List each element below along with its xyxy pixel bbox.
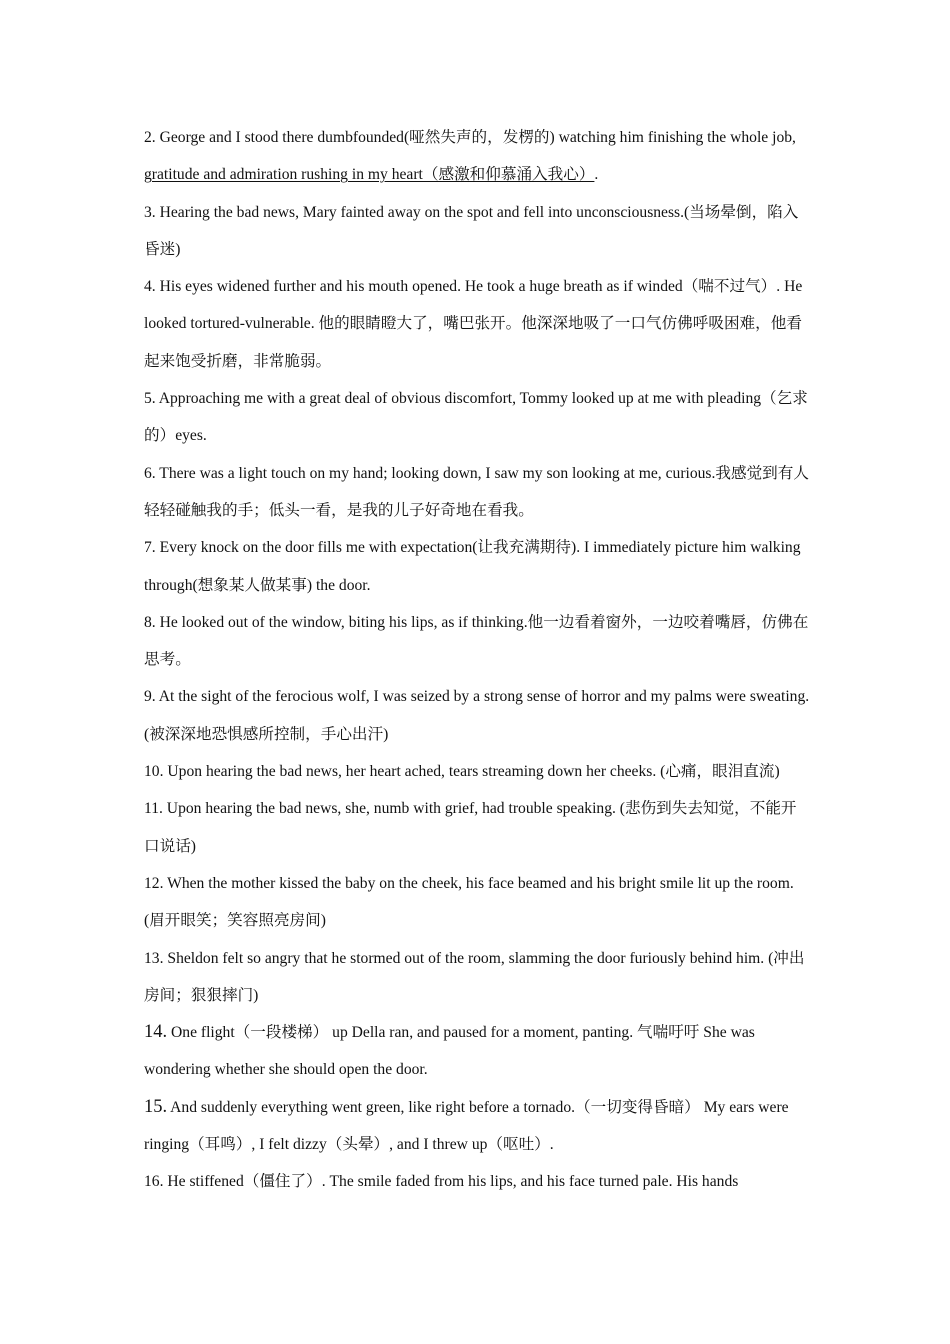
text-segment: One flight（一段楼梯） up Della ran, and paused for a moment, panting. 气喘吁吁 She was wondering whether she should open the door. — [144, 1024, 755, 1079]
paragraph-9 — [144, 678, 810, 753]
paragraph-4 — [144, 268, 810, 380]
paragraph-11 — [144, 790, 810, 865]
paragraph-number: 14. — [144, 1022, 168, 1043]
paragraph-7 — [144, 529, 810, 604]
text-segment: 16. He stiffened（僵住了）. The smile faded from his lips, and his face turned pale. His hands — [144, 1173, 739, 1191]
paragraph-number: 15. — [144, 1096, 168, 1117]
paragraph-5 — [144, 380, 810, 455]
paragraph-14 — [144, 1014, 810, 1089]
text-segment: 4. His eyes widened further and his mouth opened. He took a huge breath as if winded（喘不过气）. He looked tortured-vulnerable. 他的眼睛瞪大了，嘴巴张开。他深深地吸了一口气仿佛呼吸困难，他看起来饱受折磨，非常脆弱。 — [144, 278, 803, 370]
text-segment: 6. There was a light touch on my hand; looking down, I saw my son looking at me, curious.我感觉到有人轻轻碰触我的手；低头一看，是我的儿子好奇地在看我。 — [144, 464, 809, 519]
paragraph-3 — [144, 194, 810, 269]
paragraph-8 — [144, 604, 810, 679]
text-segment: 7. Every knock on the door fills me with expectation(让我充满期待). I immediately picture him walking through(想象某人做某事) the door. — [144, 539, 801, 594]
underlined-text-segment: gratitude and admiration rushing in my heart（感激和仰慕涌入我心） — [144, 166, 595, 184]
text-segment: 9. At the sight of the ferocious wolf, I was seized by a strong sense of horror and my palms were sweating. (被深深地恐惧感所控制，手心出汗) — [144, 688, 810, 743]
paragraph-15 — [144, 1089, 810, 1164]
text-segment: . — [594, 166, 599, 184]
paragraph-12 — [144, 865, 810, 940]
paragraph-13 — [144, 940, 810, 1015]
text-segment: 8. He looked out of the window, biting his lips, as if thinking.他一边看着窗外，一边咬着嘴唇，仿佛在思考。 — [144, 613, 809, 669]
text-segment: And suddenly everything went green, like right before a tornado.（一切变得昏暗） My ears were ringing（耳鸣）, I felt dizzy（头晕）, and I threw up（呕吐）. — [144, 1098, 789, 1154]
text-segment: 12. When the mother kissed the baby on the cheek, his face beamed and his bright smile lit up the room. (眉开眼笑；笑容照亮房间) — [144, 874, 794, 930]
text-segment: 10. Upon hearing the bad news, her heart ached, tears streaming down her cheeks. (心痛，眼泪直流) — [144, 763, 780, 781]
text-segment: 2. George and I stood there dumbfounded(哑然失声的，发楞的) watching him finishing the whole job, — [144, 129, 796, 146]
paragraph-10 — [144, 753, 810, 790]
text-segment: 3. Hearing the bad news, Mary fainted away on the spot and fell into unconsciousness.(当场晕倒，陷入昏迷) — [144, 203, 799, 258]
paragraph-2 — [144, 119, 810, 194]
paragraph-6 — [144, 455, 810, 530]
document-body — [144, 119, 810, 1201]
paragraph-16 — [144, 1163, 810, 1200]
text-segment: 13. Sheldon felt so angry that he stormed out of the room, slamming the door furiously behind him. (冲出房间；狠狠摔门) — [144, 949, 805, 1004]
text-segment: 11. Upon hearing the bad news, she, numb with grief, had trouble speaking. (悲伤到失去知觉，不能开口说话) — [144, 800, 797, 855]
text-segment: 5. Approaching me with a great deal of obvious discomfort, Tommy looked up at me with pleading（乞求的）eyes. — [144, 390, 808, 445]
